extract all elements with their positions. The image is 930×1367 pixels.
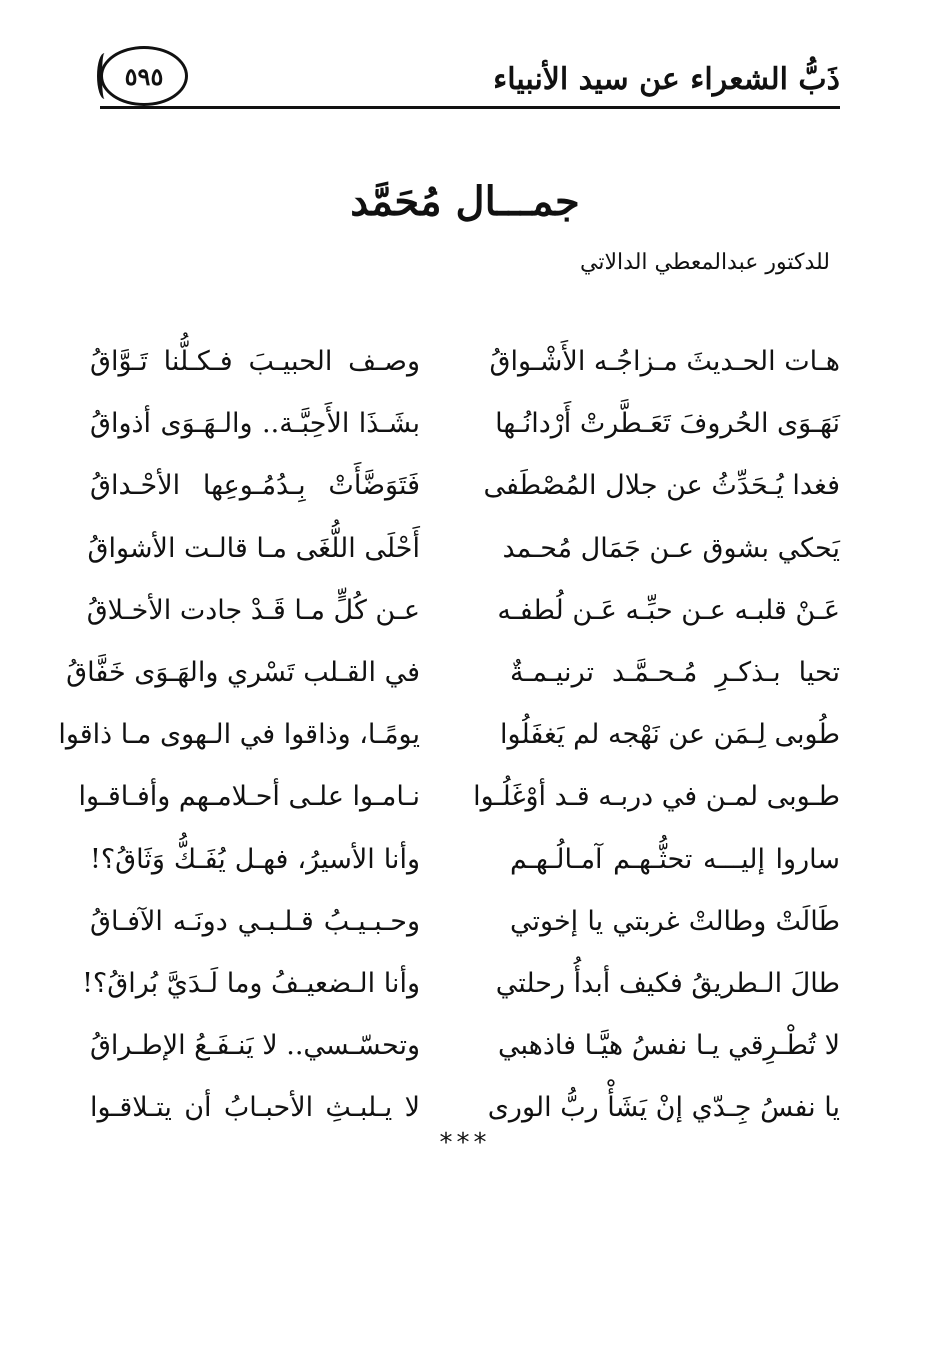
verse	[87, 525, 840, 587]
verse-second-half: نـامـوا علـى أحـلامـهم وأفـاقـوا	[78, 781, 420, 813]
section-separator: ***	[439, 1128, 491, 1158]
verse-second-half: وأنا الـضعيـفُ وما لَـدَيَّ بُراقُ؟!	[82, 967, 420, 999]
verse-first-half: ساروا إليـــه تحثُّـهـم آمـالُـهـم	[510, 843, 840, 875]
verse	[90, 400, 840, 462]
poem-body	[58, 338, 840, 1146]
verse	[90, 462, 840, 524]
verse	[90, 1022, 840, 1084]
verse	[86, 587, 840, 649]
verse	[58, 711, 840, 773]
verse	[82, 960, 840, 1022]
verse-second-half: أَحْلَى اللُّغَى مـا قالـت الأشواقُ	[87, 532, 420, 564]
header-divider	[100, 106, 840, 109]
verse-second-half: وحـبـيـبُ قـلـبـي دونَـه الآفـاقُ	[90, 905, 420, 937]
verse-first-half: طَالَتْ وطالتْ غربتي يا إخوتي	[510, 905, 840, 937]
verse-second-half: يومًـا، وذاقوا في الـهوى مـا ذاقوا	[58, 719, 420, 751]
verse	[66, 649, 840, 711]
verse-second-half: وأنا الأسيرُ، فهـل يُفَـكُّ وَثَاقُ؟!	[90, 843, 420, 875]
verse-first-half: عَـنْ قلبـه عـن حبِّـه عَـن لُطفـه	[497, 594, 840, 626]
poem-author: للدكتور عبدالمعطي الدالاتي	[580, 250, 830, 275]
verse	[90, 898, 840, 960]
verse-first-half: يَحكي بشوق عـن جَمَال مُحـمد	[502, 532, 840, 564]
verse-first-half: تحيا بـذكـرِ مُـحـمَّـد ترنيـمـةٌ	[510, 656, 840, 688]
verse-second-half: فَتَوَضَّأَتْ بِـدُمُـوعِها الأحْـداقُ	[90, 470, 420, 502]
verse	[90, 338, 840, 400]
verse-second-half: وصـف الحبيـبَ فـكـلُّنا تَـوَّاقُ	[90, 346, 420, 377]
poem-title: جمـــال مُحَمَّد	[350, 178, 580, 225]
verse-second-half: بشَـذَا الأَحِبَّـة.. والـهَـوَى أذواقُ	[90, 408, 420, 440]
verse-first-half: يا نفسُ جِـدّي إنْ يَشَأْ ربُّ الورى	[487, 1092, 840, 1124]
verse-second-half: في القـلب تَسْري والهَـوَى خَفَّاقُ	[66, 656, 420, 688]
verse-second-half: لا يـلبـثِ الأحبـابُ أن يتـلاقـوا	[90, 1092, 420, 1124]
page-header	[100, 40, 840, 112]
verse-first-half: طـوبى لمـن في دربـه قـد أوْغَلُـوا	[473, 781, 840, 813]
verse-first-half: طالَ الـطريقُ فكيف أبدأُ رحلتي	[495, 967, 840, 999]
verse-first-half: هـات الحـديثَ مـزاجُـه الأَشْـواقُ	[489, 346, 840, 377]
page-number-badge	[100, 46, 188, 106]
page-number: ٥٩٥	[124, 61, 164, 91]
verse	[78, 773, 840, 835]
verse-first-half: لا تُطْـرِقي يـا نفسُ هيَّـا فاذهبي	[497, 1030, 840, 1062]
verse-first-half: طُوبى لِـمَن عن نَهْجه لم يَغفَلُوا	[500, 719, 840, 751]
book-title: ذَبُّ الشعراء عن سيد الأنبياء	[493, 62, 840, 97]
verse-second-half: عـن كُلٍّ مـا قَـدْ جادت الأخـلاقُ	[86, 594, 420, 626]
verse	[90, 836, 840, 898]
verse-first-half: نَهَـوَى الحُروفَ تَعَـطَّرتْ أَرْدانُـها	[495, 408, 840, 440]
verse-second-half: وتحسّـسي.. لا يَنـفَـعُ الإطـراقُ	[89, 1030, 420, 1062]
verse-first-half: فغدا يُـحَدِّثُ عن جلال المُصْطَفى	[483, 470, 840, 502]
